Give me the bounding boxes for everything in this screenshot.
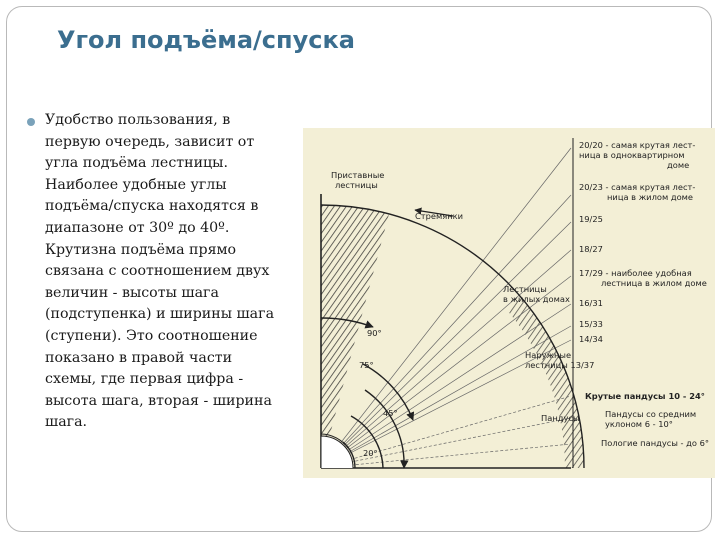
gentle-ramps-label: Пологие пандусы - до 6° [601, 438, 710, 448]
ratio-item: 14/34 [579, 334, 603, 344]
diagram-svg [303, 128, 715, 478]
ratio-item: ница в одноквартирном [579, 150, 685, 160]
body-line: шага. [45, 414, 88, 431]
body-line: связана с соотношением двух [45, 263, 270, 280]
body-line: угла подъёма лестницы. [45, 155, 228, 172]
body-line: Наиболее удобные углы [45, 176, 227, 193]
body-line: схемы, где первая цифра - [45, 371, 244, 388]
outdoor-zone [507, 298, 584, 468]
angle-75-label: 75° [359, 360, 374, 370]
body-paragraph [45, 110, 307, 434]
stepladders-label: Стремянки [415, 211, 464, 221]
body-line: (ступени). Это соотношение [45, 327, 258, 344]
ratio-item: доме [667, 160, 690, 170]
body-line: показано в правой части [45, 349, 233, 366]
ratio-item: 19/25 [579, 214, 603, 224]
ladders-label-2: лестницы [335, 180, 378, 190]
outdoor-label: Наружные [525, 350, 572, 360]
angle-45-label: 45° [383, 408, 398, 418]
body-line: (подступенка) и ширины шага [45, 306, 275, 323]
stair-angle-diagram [303, 128, 715, 478]
body-line: первую очередь, зависит от [45, 133, 255, 150]
ratio-item: 17/29 - наиболее удобная [579, 268, 692, 278]
medium-ramps-label: Пандусы со средним [605, 409, 697, 419]
ratio-item: 16/31 [579, 298, 603, 308]
outdoor-label-2: лестницы 13/37 [525, 360, 595, 370]
body-line: диапазоне от 30º до 40º. [45, 219, 230, 236]
body-line: Удобство пользования, в [45, 112, 231, 128]
ladders-label: Приставные [331, 170, 385, 180]
ratio-item: 20/20 - самая крутая лест- [579, 140, 696, 150]
ratio-item: 18/27 [579, 244, 603, 254]
body-line: высота шага, вторая - ширина [45, 392, 272, 409]
steep-ramps-label: Крутые пандусы 10 - 24° [585, 391, 705, 401]
ramps-label: Пандусы [541, 413, 580, 423]
ratio-item: 20/23 - самая крутая лест- [579, 182, 696, 192]
body-line: подъёма/спуска находятся в [45, 198, 259, 215]
angle-20-label: 20° [363, 448, 378, 458]
ratio-list [579, 140, 707, 344]
medium-ramps-label-2: уклоном 6 - 10° [605, 419, 673, 429]
ratio-item: ница в жилом доме [607, 192, 694, 202]
angle-90-label: 90° [367, 328, 382, 338]
page-title: Угол подъёма/спуска [57, 26, 355, 54]
ratio-item: 15/33 [579, 319, 603, 329]
ratio-item: лестница в жилом доме [601, 278, 707, 288]
residential-label: Лестницы [503, 284, 547, 294]
body-line: величин - высоты шага [45, 284, 219, 301]
bullet-icon [27, 118, 35, 126]
residential-label-2: в жилых домах [503, 294, 570, 304]
body-line: Крутизна подъёма прямо [45, 241, 237, 258]
